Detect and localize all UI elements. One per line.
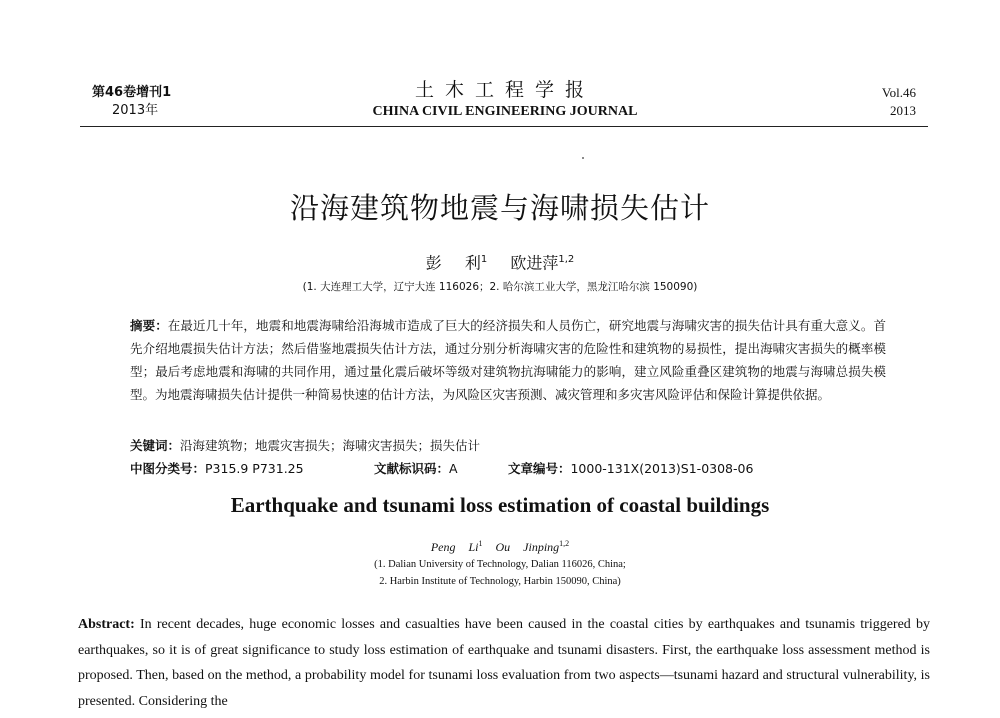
abstract-label-en: Abstract: bbox=[78, 617, 135, 632]
scan-speck bbox=[582, 157, 584, 159]
journal-volume-info bbox=[92, 84, 232, 120]
abstract-text-cn: 在最近几十年，地震和地震海啸给沿海城市造成了巨大的经济损失和人员伤亡，研究地震与海啸灾害的损失估计具有重大意义。首先介绍地震损失估计方法；然后借鉴地震损失估计方法，通过分别分析海啸灾害的危险性和建筑物的易损性，提出海啸灾害损失的概率模型；最后考虑地震和海啸的共同作用，通过量化震后破坏等级对建筑物抗海啸能力的影响，建立风险重叠区建筑物的地震与海啸总损失模型。为地震海啸损失估计提供一种简易快速的估计方法，为风险区灾害预测、减灾管理和多灾害风险评估和保险计算提供依据。 bbox=[130, 318, 886, 402]
article-number-label: 文章编号： bbox=[507, 461, 571, 476]
affiliation-en bbox=[260, 556, 740, 590]
article-number-field bbox=[508, 460, 753, 478]
header-divider bbox=[80, 126, 928, 127]
affiliation-en-line1: (1. Dalian University of Technology, Dalian 116026, China; bbox=[374, 559, 626, 570]
affiliation-cn: (1. 大连理工大学，辽宁大连 116026；2. 哈尔滨工业大学，黑龙江哈尔滨 150090) bbox=[302, 281, 698, 293]
year-en-label: 2013 bbox=[890, 103, 916, 118]
author-name-cn: 彭 利 bbox=[425, 253, 481, 273]
abstract-en bbox=[78, 612, 930, 714]
journal-volume-en bbox=[850, 84, 916, 120]
author-affil-mark: 1,2 bbox=[558, 254, 575, 265]
article-number-value: 1000-131X(2013)S1-0308-06 bbox=[570, 461, 754, 476]
abstract-cn bbox=[130, 314, 886, 406]
keywords-label-cn: 关键词： bbox=[130, 438, 181, 453]
journal-name-en: CHINA CIVIL ENGINEERING JOURNAL bbox=[372, 104, 638, 119]
paper-title-cn: 沿海建筑物地震与海啸损失估计 bbox=[289, 191, 710, 225]
abstract-text-en: In recent decades, huge economic losses and casualties have been caused in the coastal cities by earthquakes and tsunamis triggered by earthquakes, so it is of great significance to study loss estimation of earthquake and tsunami disasters. First, the earthquake loss assessment method is proposed. Then, based on the method, a probability model for tsunami loss evaluation from two aspects—tsunami hazard and structural vulnerability, is presented. Considering the bbox=[78, 617, 930, 709]
paper-title-en: Earthquake and tsunami loss estimation of coastal buildings bbox=[230, 493, 770, 517]
clc-label: 中图分类号： bbox=[130, 461, 206, 476]
year-label: 2013年 bbox=[112, 103, 159, 118]
author-name-en: Peng Li bbox=[430, 540, 479, 554]
abstract-label-cn: 摘要： bbox=[130, 318, 168, 333]
keywords-cn bbox=[130, 437, 890, 455]
author-name-cn: 欧进萍 bbox=[510, 253, 559, 273]
author-affil-mark: 1 bbox=[478, 539, 483, 548]
doc-code-label: 文献标识码： bbox=[373, 461, 449, 476]
volume-label: 第46卷增刊1 bbox=[92, 85, 172, 100]
clc-field bbox=[130, 460, 370, 478]
doc-code-field bbox=[374, 460, 504, 478]
classification-row bbox=[130, 460, 890, 478]
author-list-en bbox=[350, 536, 650, 555]
author-affil-mark: 1 bbox=[480, 254, 488, 265]
journal-name-cn: 土木工程学报 bbox=[414, 79, 595, 101]
author-name-en: Ou Jinping bbox=[495, 540, 560, 554]
doc-code-value: A bbox=[449, 461, 458, 476]
clc-value: P315.9 P731.25 bbox=[205, 461, 304, 476]
author-affil-mark: 1,2 bbox=[559, 539, 570, 548]
volume-en-label: Vol.46 bbox=[881, 85, 916, 100]
author-list-cn bbox=[300, 249, 700, 274]
journal-name bbox=[300, 78, 710, 122]
keywords-text-cn: 沿海建筑物；地震灾害损失；海啸灾害损失；损失估计 bbox=[180, 438, 481, 453]
affiliation-en-line2: 2. Harbin Institute of Technology, Harbin 150090, China) bbox=[379, 576, 621, 587]
